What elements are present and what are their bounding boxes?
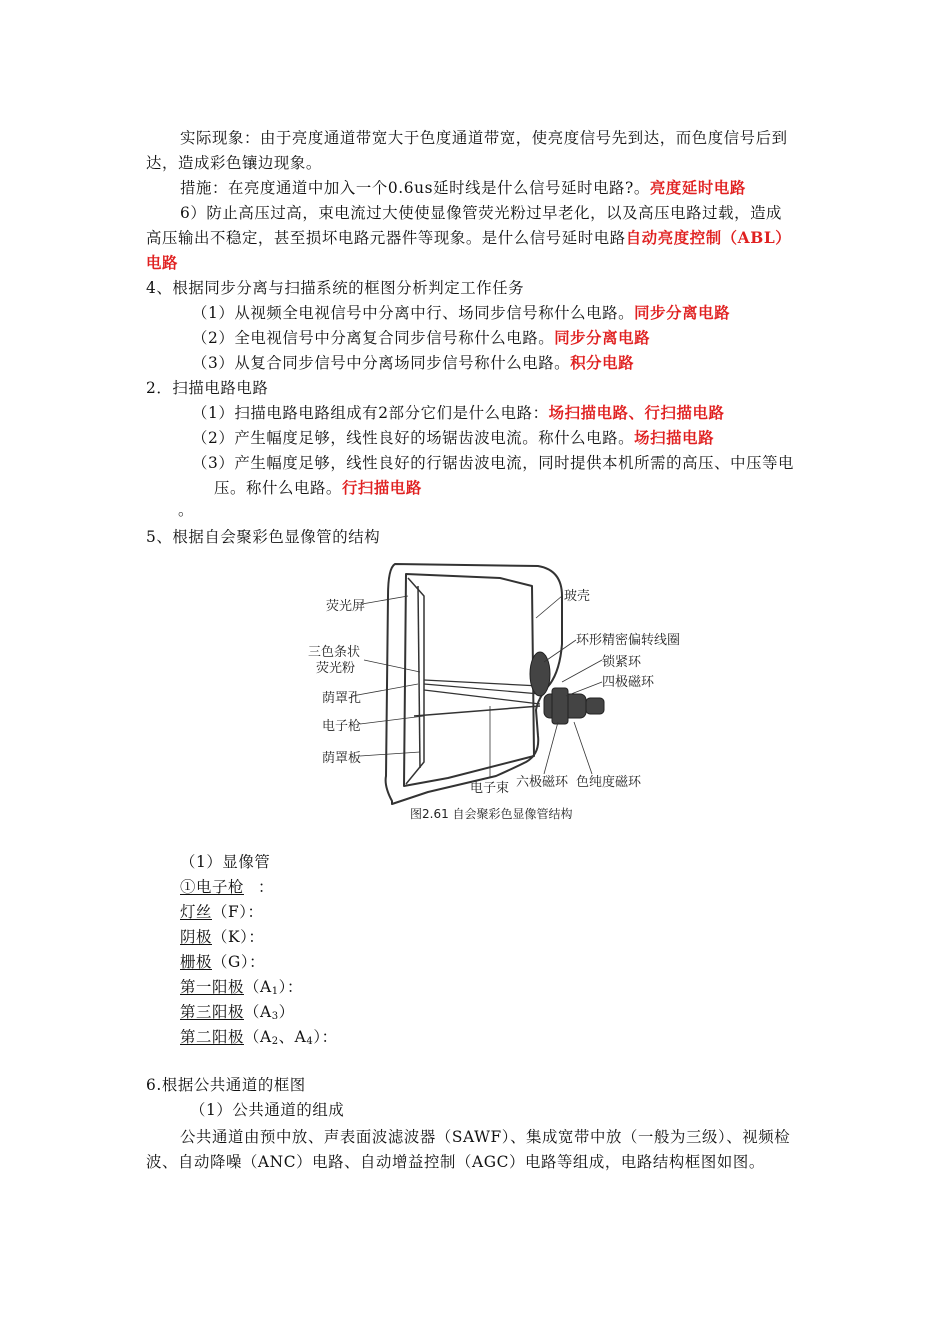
leader-phosphor-screen <box>362 596 408 604</box>
leader-shadow-mask <box>360 752 420 756</box>
paragraph-measure <box>180 178 746 198</box>
anode2-subscript-a: 2 <box>271 1036 279 1047</box>
gun-line <box>414 706 540 716</box>
sync-question-3 <box>192 353 634 373</box>
grid-label: 栅极 <box>180 953 212 971</box>
anode2-item <box>180 1027 338 1052</box>
abl-answer: 自动亮度控制（ABL） <box>625 229 792 247</box>
label-mask-hole: 荫罩孔 <box>322 691 362 706</box>
paragraph-6-line2 <box>146 228 791 248</box>
anode1-item <box>180 977 303 1002</box>
grid-item <box>180 952 265 972</box>
answer-text: 积分电路 <box>570 354 635 372</box>
answer-text: 场扫描电路、行扫描电路 <box>548 404 725 422</box>
measure-question: 措施：在亮度通道中加入一个0.6us延时线是什么信号延时电路?。 <box>180 179 650 197</box>
leader-glass-shell <box>536 596 562 618</box>
label-purity-ring: 色纯度磁环 <box>576 775 642 790</box>
common-channel-line1: 公共通道由预中放、声表面波滤波器（SAWF）、集成宽带中放（一般为三级）、视频检 <box>180 1128 791 1146</box>
answer-text: 场扫描电路 <box>634 429 715 447</box>
cathode-suffix: （K）： <box>211 928 265 946</box>
label-glass-shell: 玻壳 <box>564 589 591 604</box>
deflection-coil <box>530 652 550 696</box>
anode2-separator: 、A <box>278 1028 307 1046</box>
question-text: （2）产生幅度足够，线性良好的场锯齿波电流。称什么电路。 <box>192 429 635 447</box>
magnet-rings <box>552 688 568 724</box>
label-shadow-mask: 荫罩板 <box>322 751 362 766</box>
filament-label: 灯丝 <box>180 903 212 921</box>
question-text: （3）从复合同步信号中分离场同步信号称什么电路。 <box>192 354 571 372</box>
anode3-subscript: 3 <box>271 1011 279 1022</box>
measure-answer: 亮度延时电路 <box>649 179 746 197</box>
anode1-open: （A <box>243 978 272 996</box>
label-stripe-phosphor-1: 三色条状 <box>308 645 361 660</box>
anode2-label: 第二阳极 <box>180 1028 244 1046</box>
anode1-label: 第一阳极 <box>180 978 244 996</box>
answer-text: 同步分离电路 <box>634 304 731 322</box>
anode3-close: ） <box>278 1003 295 1021</box>
gun-item <box>180 877 274 897</box>
stray-period: 。 <box>178 501 194 519</box>
filament-suffix: （F）： <box>211 903 264 921</box>
scan-question-2 <box>192 428 714 448</box>
label-deflection-coil: 环形精密偏转线圈 <box>576 633 681 648</box>
anode2-close: ）： <box>313 1028 338 1046</box>
section-4-heading: 4、根据同步分离与扫描系统的框图分析判定工作任务 <box>146 279 525 297</box>
figure-caption: 图2.61 自会聚彩色显像管结构 <box>410 807 573 821</box>
anode1-close: ）： <box>278 978 303 996</box>
leader-stripe-phosphor <box>364 660 420 672</box>
sync-question-2 <box>192 328 650 348</box>
leader-six-pole <box>544 722 558 774</box>
abl-answer-continued: 电路 <box>146 254 178 272</box>
gun-label: ①电子枪 <box>180 878 244 896</box>
anode3-label: 第三阳极 <box>180 1003 244 1021</box>
cathode-label: 阴极 <box>180 928 212 946</box>
abl-question: 高压输出不稳定，甚至损坏电路元器件等现象。是什么信号延时电路 <box>146 229 626 247</box>
label-phosphor-screen: 荧光屏 <box>326 599 366 614</box>
common-channel-line2: 波、自动降噪（ANC）电路、自动增益控制（AGC）电路等组成，电路结构框图如图。 <box>146 1153 765 1171</box>
gun-colon: ： <box>257 878 274 896</box>
sync-question-1 <box>192 303 730 323</box>
crt-structure-figure <box>300 556 681 826</box>
section-5-heading: 5、根据自会聚彩色显像管的结构 <box>146 528 381 546</box>
anode1-subscript: 1 <box>271 986 279 997</box>
question-text: （2）全电视信号中分离复合同步信号称什么电路。 <box>192 329 555 347</box>
anode2-open: （A <box>243 1028 272 1046</box>
label-lock-ring: 锁紧环 <box>602 655 642 670</box>
crt-sub-heading: （1）显像管 <box>180 853 271 871</box>
anode3-item <box>180 1002 295 1027</box>
section-6-heading: 6.根据公共通道的框图 <box>146 1076 306 1094</box>
grid-suffix: （G）： <box>211 953 266 971</box>
scan-question-1 <box>192 403 725 423</box>
base-pins <box>586 698 604 714</box>
scan-heading: 2．扫描电路电路 <box>146 379 269 397</box>
shadow-mask-plate <box>418 586 420 768</box>
answer-text: 同步分离电路 <box>554 329 651 347</box>
leader-electron-gun <box>360 716 424 724</box>
question-text: （1）从视频全电视信号中分离中行、场同步信号称什么电路。 <box>192 304 635 322</box>
label-six-pole-ring: 六极磁环 <box>516 775 569 790</box>
scan-question-3-line2 <box>214 478 422 498</box>
section-6-sub-heading: （1）公共通道的组成 <box>190 1101 345 1119</box>
answer-text: 行扫描电路 <box>341 479 422 497</box>
paragraph-actual-line2: 达，造成彩色镶边现象。 <box>146 154 322 172</box>
filament-item <box>180 902 264 922</box>
label-stripe-phosphor-2: 荧光粉 <box>316 661 356 676</box>
label-four-pole-ring: 四极磁环 <box>602 675 655 690</box>
leader-lock-ring <box>562 660 602 682</box>
paragraph-6-line1: 6）防止高压过高，束电流过大使使显像管荧光粉过早老化，以及高压电路过载，造成 <box>180 204 783 222</box>
leader-mask-hole <box>352 684 418 696</box>
cathode-item <box>180 927 264 947</box>
anode3-open: （A <box>243 1003 272 1021</box>
paragraph-actual-line1: 实际现象：由于亮度通道带宽大于色度通道带宽，使亮度信号先到达，而色度信号后到 <box>180 129 788 147</box>
question-text: （1）扫描电路电路组成有2部分它们是什么电路： <box>192 404 549 422</box>
question-text: 压。称什么电路。 <box>214 479 342 497</box>
label-electron-gun: 电子枪 <box>322 719 362 734</box>
leader-purity-ring <box>574 722 592 774</box>
anode2-subscript-b: 4 <box>306 1036 314 1047</box>
scan-question-3-line1: （3）产生幅度足够，线性良好的行锯齿波电流，同时提供本机所需的高压、中压等电 <box>192 454 795 472</box>
label-electron-beam: 电子束 <box>470 781 510 796</box>
leader-four-pole <box>566 682 602 696</box>
